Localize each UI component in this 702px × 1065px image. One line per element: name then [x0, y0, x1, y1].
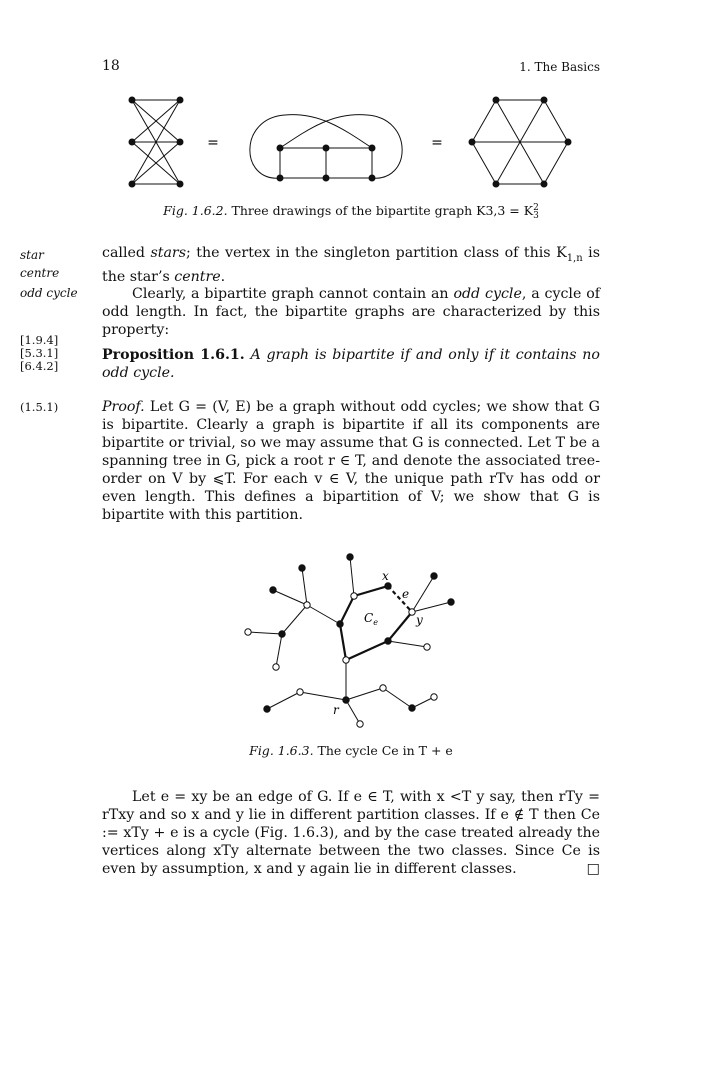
margin-star: star: [20, 248, 44, 262]
proposition-text: A graph is bipartite if and only if it contains no odd cycle.: [102, 347, 600, 381]
hollow-vertices: [245, 593, 437, 727]
paragraph-stars: called stars; the vertex in the singleton partition class of this $K_{1,n}$ is the star’s centre.: [102, 245, 600, 285]
equals-sign-2: =: [431, 135, 443, 151]
page-number: 18: [102, 58, 120, 74]
proposition-label: Proposition 1.6.1.: [102, 347, 245, 363]
figure-1-6-3-caption: Fig. 1.6.3. The cycle Ce in T + e: [249, 743, 453, 758]
paragraph-odd-cycle: Clearly, a bipartite graph cannot contain an odd cycle, a cycle of odd length. In fact, the bipartite graphs are characterized by this property:: [102, 286, 601, 338]
margin-odd-cycle: odd cycle: [20, 286, 78, 300]
margin-proof-ref: (1.5.1): [20, 400, 59, 414]
k33-right-drawing: [472, 100, 568, 184]
label-r: r: [333, 703, 339, 717]
margin-centre: centre: [20, 266, 60, 280]
k33-left-drawing: [132, 100, 180, 184]
margin-cross-refs: [1.9.4] [5.3.1] [6.4.2]: [20, 333, 59, 373]
figure-k33-drawings: [0, 0, 702, 200]
equals-sign-1: =: [207, 135, 219, 151]
proof-label: Proof.: [102, 399, 145, 415]
figure-1-6-2-caption: Fig. 1.6.2. Three drawings of the bipartite graph K3,3 = K 2 3: [163, 202, 539, 221]
figure-cycle-in-tree: [0, 540, 702, 740]
filled-vertices: [264, 554, 454, 712]
label-e: e: [402, 587, 410, 601]
label-Ce: $C_e$: [364, 611, 378, 627]
label-x: x: [382, 569, 389, 583]
proposition-1-6-1: [102, 346, 600, 382]
proof-paragraph: [102, 398, 600, 524]
qed-symbol: □: [586, 861, 600, 877]
paragraph-proof-continuation: Let e = xy be an edge of G. If e ∈ T, with x <T y say, then rTy = rTxy and so x and y lie in different partition classes. If e ∉ T then Ce := xTy + e is a cycle (Fig. 1.6.3), and by the case treated already the vertices along xTy alternate between the two classes. Since Ce is even by assumption, x and y again lie in different classes. □: [102, 789, 600, 877]
proof-text: Let G = (V, E) be a graph without odd cycles; we show that G is bipartite. Clearly a graph is bipartite if all its components are bipartite or trivial, so we may assume that G is connected. Let T be a spanning tree in G, pick a root r ∈ T, and denote the associated tree-order on V by ⩽T. For each v ∈ V, the unique path rTv has odd or even length. This defines a bipartition of V; we show that G is bipartite with this partition.: [102, 399, 600, 523]
running-head: 1. The Basics: [519, 60, 600, 74]
label-y: y: [416, 613, 423, 627]
